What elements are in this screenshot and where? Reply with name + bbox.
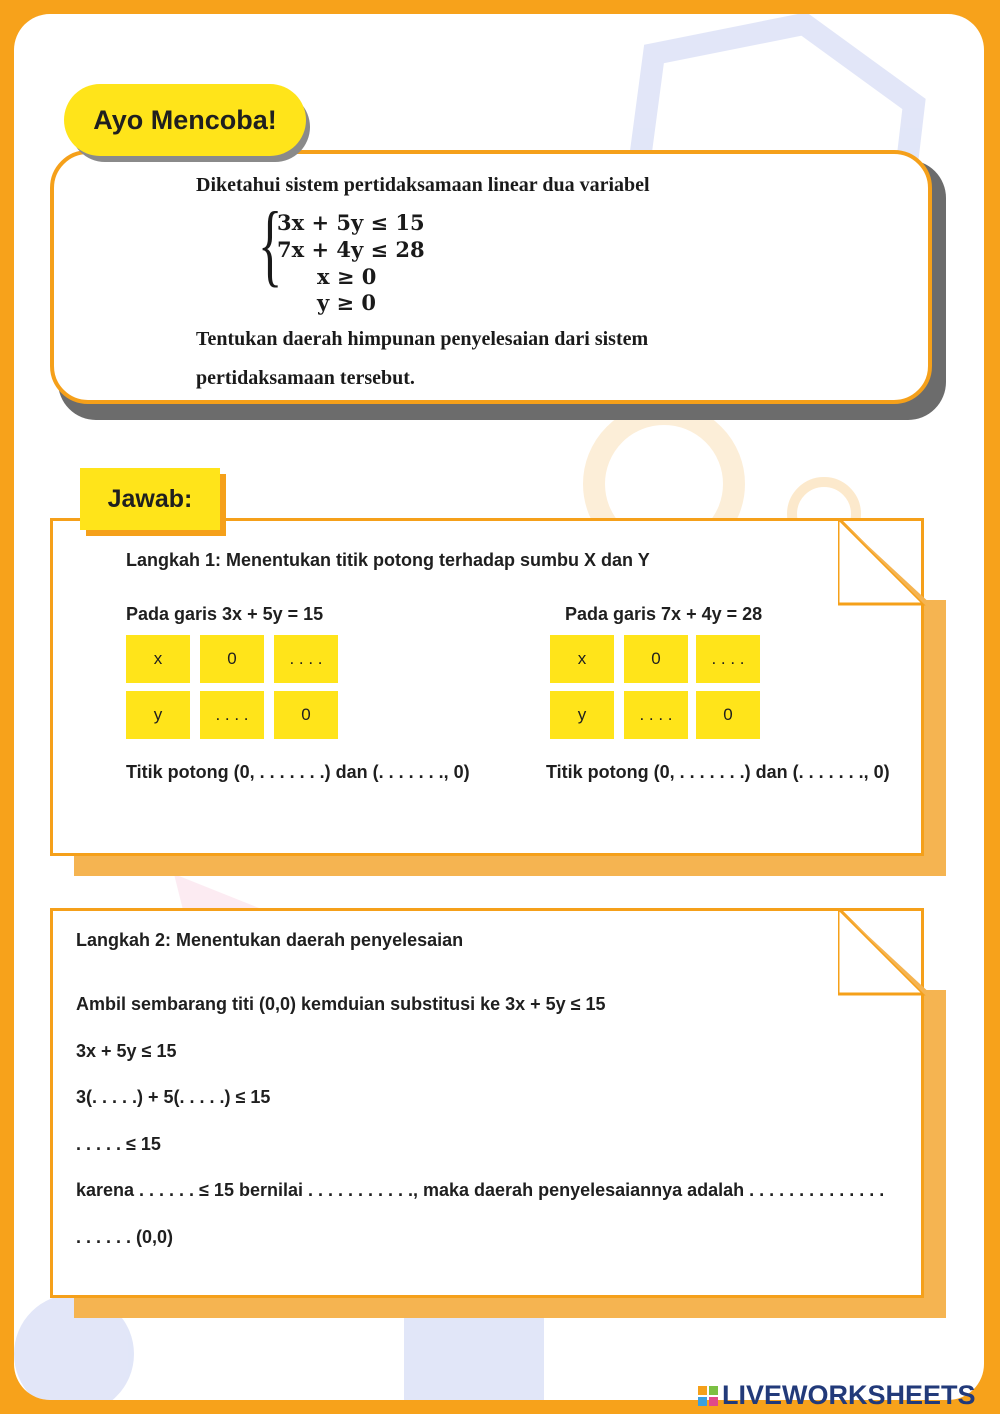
- step1-title: Langkah 1: Menentukan titik potong terhadap sumbu X dan Y: [126, 550, 650, 570]
- table1-y-header: y: [126, 691, 190, 739]
- line1-intercepts: Titik potong (0, . . . . . . .) dan (. . . . . . ., 0): [126, 762, 470, 782]
- line2-intercepts: Titik potong (0, . . . . . . .) dan (. . . . . . ., 0): [546, 762, 890, 782]
- step2-line-4[interactable]: . . . . . ≤ 15: [76, 1134, 161, 1154]
- problem-question-line2: pertidaksamaan tersebut.: [196, 367, 415, 389]
- problem-intro: Diketahui sistem pertidaksamaan linear dua variabel: [196, 174, 650, 196]
- inequality-4: y ≥ 0: [317, 290, 377, 315]
- table1-y-blank[interactable]: . . . .: [200, 691, 264, 739]
- answer-label: Jawab:: [80, 468, 220, 530]
- problem-question-line1: Tentukan daerah himpunan penyelesaian dari sistem: [196, 328, 649, 350]
- line1-label: Pada garis 3x + 5y = 15: [126, 604, 324, 624]
- deco-square: [404, 1314, 544, 1400]
- step2-page-fold: [838, 908, 948, 1008]
- step2-line-3[interactable]: 3(. . . . .) + 5(. . . . .) ≤ 15: [76, 1087, 271, 1107]
- page-title: Ayo Mencoba!: [64, 84, 306, 156]
- step2-line-1: Ambil sembarang titi (0,0) kemduian substitusi ke 3x + 5y ≤ 15: [76, 994, 606, 1014]
- brand-name: LIVEWORKSHEETS: [722, 1380, 976, 1410]
- step2-line-2: 3x + 5y ≤ 15: [76, 1041, 177, 1061]
- step2-line-5[interactable]: karena . . . . . . ≤ 15 bernilai . . . . . . . . . . ., maka daerah penyelesaiannya adalah . . . . . . . . . . . . . .: [76, 1180, 885, 1200]
- brand-mark-icon: [698, 1386, 718, 1406]
- table1-x-header: x: [126, 635, 190, 683]
- inequality-3: x ≥ 0: [317, 264, 377, 289]
- step2-title: Langkah 2: Menentukan daerah penyelesaian: [76, 930, 464, 950]
- line2-label: Pada garis 7x + 4y = 28: [565, 604, 763, 624]
- table1-y-value-2: 0: [274, 691, 338, 739]
- table2-x-blank[interactable]: . . . .: [696, 635, 760, 683]
- table1-x-blank[interactable]: . . . .: [274, 635, 338, 683]
- table2-y-blank[interactable]: . . . .: [624, 691, 688, 739]
- brand-logo: [698, 1380, 976, 1411]
- table2-y-value-2: 0: [696, 691, 760, 739]
- step2-line-6[interactable]: . . . . . . (0,0): [76, 1227, 174, 1247]
- inequality-2: 7x + 4y ≤ 28: [277, 237, 425, 262]
- table2-y-header: y: [550, 691, 614, 739]
- table2-x-value-1: 0: [624, 635, 688, 683]
- step1-page-fold: [838, 518, 948, 618]
- system-brace: {: [258, 193, 283, 295]
- table2-x-header: x: [550, 635, 614, 683]
- table1-x-value-1: 0: [200, 635, 264, 683]
- inequality-1: 3x + 5y ≤ 15: [277, 210, 425, 235]
